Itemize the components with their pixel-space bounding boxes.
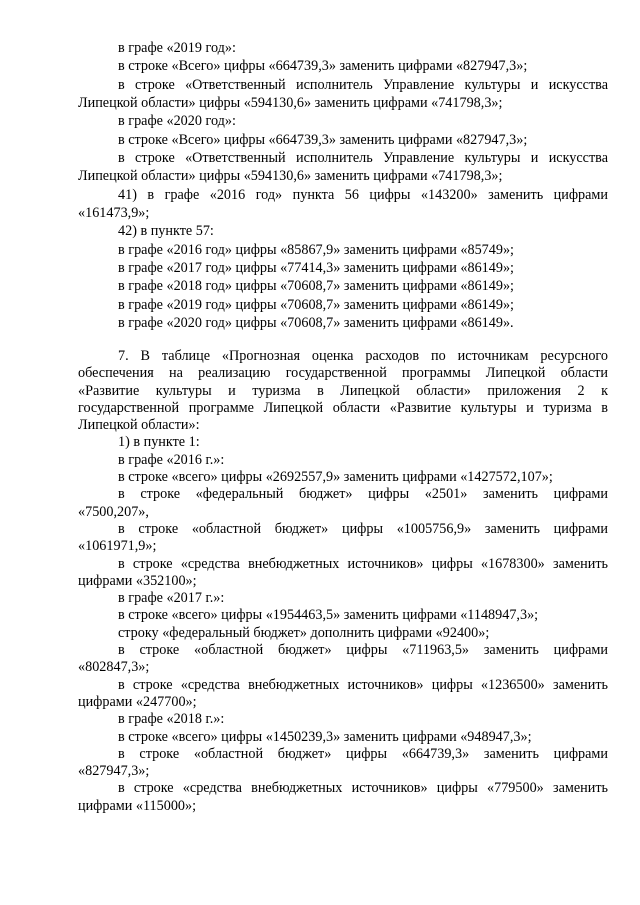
text-line: 7. В таблице «Прогнозная оценка расходов по источникам ресурсного	[118, 348, 608, 364]
text-line: в графе «2019 год» цифры «70608,7» заменить цифрами «86149»;	[118, 296, 514, 313]
text-line: 42) в пункте 57:	[118, 223, 214, 240]
text-line: в графе «2017 г.»:	[118, 590, 225, 607]
text-line: в графе «2017 год» цифры «77414,3» заменить цифрами «86149»;	[118, 259, 514, 276]
text-line: цифрами «247700»;	[78, 693, 197, 710]
text-line: в строке «Ответственный исполнитель Управление культуры и искусства	[118, 149, 608, 166]
amendments-section-7	[78, 348, 608, 815]
text-line: цифрами «352100»;	[78, 572, 197, 589]
text-line: в строке «федеральный бюджет» цифры «2501» заменить цифрами	[118, 486, 608, 503]
text-line: в графе «2016 год» цифры «85867,9» заменить цифрами «85749»;	[118, 241, 514, 258]
text-line: в графе «2020 год» цифры «70608,7» заменить цифрами «86149».	[118, 314, 514, 331]
text-line: цифрами «115000»;	[78, 797, 197, 814]
text-line: в строке «Всего» цифры «664739,3» заменить цифрами «827947,3»;	[118, 131, 528, 148]
text-line: в графе «2019 год»:	[118, 40, 236, 56]
text-line: «Развитие культуры и туризма в Липецкой области» приложения 2 к	[78, 382, 608, 399]
text-line: в строке «областной бюджет» цифры «664739,3» заменить цифрами	[118, 745, 608, 762]
text-line: строку «федеральный бюджет» дополнить цифрами «92400»;	[118, 624, 490, 641]
text-line: «1061971,9»;	[78, 538, 157, 555]
text-line: в строке «Ответственный исполнитель Управление культуры и искусства	[118, 76, 608, 93]
text-line: в строке «Всего» цифры «664739,3» заменить цифрами «827947,3»;	[118, 58, 528, 75]
text-line: 41) в графе «2016 год» пункта 56 цифры «143200» заменить цифрами	[118, 186, 608, 203]
text-line: «7500,207»,	[78, 503, 149, 520]
text-line: в графе «2020 год»:	[118, 113, 236, 130]
text-line: в строке «областной бюджет» цифры «711963,5» заменить цифрами	[118, 642, 608, 659]
text-line: обеспечения на реализацию государственной программы Липецкой области	[78, 365, 608, 382]
text-line: Липецкой области» цифры «594130,6» заменить цифрами «741798,3»;	[78, 168, 503, 185]
text-line: 1) в пункте 1:	[118, 434, 200, 451]
text-line: государственной программе Липецкой области «Развитие культуры и туризма в	[78, 399, 608, 416]
text-line: в строке «всего» цифры «1450239,3» заменить цифрами «948947,3»;	[118, 728, 532, 745]
amendments-section-items-41-42	[78, 39, 608, 332]
text-line: в графе «2016 г.»:	[118, 451, 225, 468]
text-line: в строке «областной бюджет» цифры «1005756,9» заменить цифрами	[118, 520, 608, 537]
text-line: в графе «2018 г.»:	[118, 711, 225, 728]
text-line: в строке «средства внебюджетных источников» цифры «1236500» заменить	[118, 676, 608, 693]
text-line: в строке «средства внебюджетных источников» цифры «1678300» заменить	[118, 555, 608, 572]
text-line: «827947,3»;	[78, 763, 150, 780]
text-line: Липецкой области»:	[78, 417, 200, 434]
text-line: в строке «всего» цифры «2692557,9» заменить цифрами «1427572,107»;	[118, 469, 553, 486]
text-line: в строке «средства внебюджетных источников» цифры «779500» заменить	[118, 780, 608, 797]
text-line: «161473,9»;	[78, 204, 150, 221]
text-line: Липецкой области» цифры «594130,6» заменить цифрами «741798,3»;	[78, 94, 503, 111]
text-line: в строке «всего» цифры «1954463,5» заменить цифрами «1148947,3»;	[118, 607, 539, 624]
text-line: «802847,3»;	[78, 659, 150, 676]
text-line: в графе «2018 год» цифры «70608,7» заменить цифрами «86149»;	[118, 278, 514, 295]
